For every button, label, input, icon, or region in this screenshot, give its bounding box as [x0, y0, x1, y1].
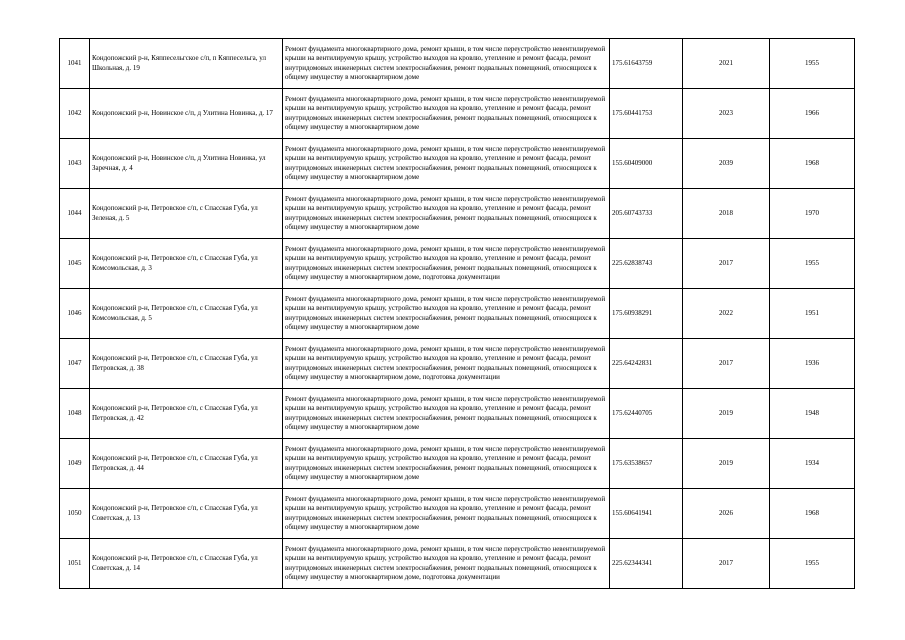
built-year-cell: 1955 [770, 539, 855, 589]
works-cell: Ремонт фундамента многоквартирного дома, ремонт крыши, в том числе переустройство невентилируемой крыши на вентилируемую крышу, устройство выходов на кровлю, утепление и ремонт фасада, ремонт внутридомовых инженерных систем электроснабжения, ремонт подвальных помещений, относящихся к общему имуществу в многоквартирном доме [283, 489, 610, 539]
planned-year-cell: 2018 [683, 189, 770, 239]
row-number: 1041 [60, 39, 90, 89]
cost-cell: 175.60441753 [610, 89, 683, 139]
table-row [60, 389, 855, 439]
built-year-cell: 1955 [770, 239, 855, 289]
table-row [60, 39, 855, 89]
row-number: 1047 [60, 339, 90, 389]
planned-year-cell: 2022 [683, 289, 770, 339]
row-number: 1043 [60, 139, 90, 189]
cost-cell: 225.62344341 [610, 539, 683, 589]
row-number: 1049 [60, 439, 90, 489]
cost-cell: 155.60641941 [610, 489, 683, 539]
cost-cell: 175.63538657 [610, 439, 683, 489]
planned-year-cell: 2017 [683, 239, 770, 289]
planned-year-cell: 2017 [683, 339, 770, 389]
works-cell: Ремонт фундамента многоквартирного дома, ремонт крыши, в том числе переустройство невентилируемой крыши на вентилируемую крышу, устройство выходов на кровлю, утепление и ремонт фасада, ремонт внутридомовых инженерных систем электроснабжения, ремонт подвальных помещений, относящихся к общему имуществу в многоквартирном доме, подготовка документации [283, 239, 610, 289]
row-number: 1045 [60, 239, 90, 289]
row-number: 1042 [60, 89, 90, 139]
address-cell: Кондопожский р-н, Новинское с/п, д Улитина Новинка, д. 17 [90, 89, 283, 139]
address-cell: Кондопожский р-н, Петровское с/п, с Спасская Губа, ул Комсомольская, д. 3 [90, 239, 283, 289]
planned-year-cell: 2019 [683, 439, 770, 489]
works-cell: Ремонт фундамента многоквартирного дома, ремонт крыши, в том числе переустройство невентилируемой крыши на вентилируемую крышу, устройство выходов на кровлю, утепление и ремонт фасада, ремонт внутридомовых инженерных систем электроснабжения, ремонт подвальных помещений, относящихся к общему имуществу в многоквартирном доме [283, 289, 610, 339]
built-year-cell: 1968 [770, 139, 855, 189]
cost-cell: 225.64242831 [610, 339, 683, 389]
address-cell: Кондопожский р-н, Петровское с/п, с Спасская Губа, ул Комсомольская, д. 5 [90, 289, 283, 339]
cost-cell: 155.60409000 [610, 139, 683, 189]
planned-year-cell: 2039 [683, 139, 770, 189]
table-row [60, 339, 855, 389]
cost-cell: 175.60938291 [610, 289, 683, 339]
table-row [60, 139, 855, 189]
row-number: 1044 [60, 189, 90, 239]
built-year-cell: 1970 [770, 189, 855, 239]
address-cell: Кондопожский р-н, Петровское с/п, с Спасская Губа, ул Зеленая, д. 5 [90, 189, 283, 239]
table-row [60, 239, 855, 289]
row-number: 1050 [60, 489, 90, 539]
works-cell: Ремонт фундамента многоквартирного дома, ремонт крыши, в том числе переустройство невентилируемой крыши на вентилируемую крышу, устройство выходов на кровлю, утепление и ремонт фасада, ремонт внутридомовых инженерных систем электроснабжения, ремонт подвальных помещений, относящихся к общему имуществу в многоквартирном доме [283, 39, 610, 89]
works-cell: Ремонт фундамента многоквартирного дома, ремонт крыши, в том числе переустройство невентилируемой крыши на вентилируемую крышу, устройство выходов на кровлю, утепление и ремонт фасада, ремонт внутридомовых инженерных систем электроснабжения, ремонт подвальных помещений, относящихся к общему имуществу в многоквартирном доме [283, 389, 610, 439]
address-cell: Кондопожский р-н, Петровское с/п, с Спасская Губа, ул Петровская, д. 38 [90, 339, 283, 389]
address-cell: Кондопожский р-н, Петровское с/п, с Спасская Губа, ул Советская, д. 13 [90, 489, 283, 539]
address-cell: Кондопожский р-н, Петровское с/п, с Спасская Губа, ул Петровская, д. 42 [90, 389, 283, 439]
works-cell: Ремонт фундамента многоквартирного дома, ремонт крыши, в том числе переустройство невентилируемой крыши на вентилируемую крышу, устройство выходов на кровлю, утепление и ремонт фасада, ремонт внутридомовых инженерных систем электроснабжения, ремонт подвальных помещений, относящихся к общему имуществу в многоквартирном доме [283, 189, 610, 239]
cost-cell: 175.62440705 [610, 389, 683, 439]
address-cell: Кондопожский р-н, Петровское с/п, с Спасская Губа, ул Советская, д. 14 [90, 539, 283, 589]
built-year-cell: 1951 [770, 289, 855, 339]
cost-cell: 205.60743733 [610, 189, 683, 239]
address-cell: Кондопожский р-н, Новинское с/п, д Улитина Новинка, ул Заречная, д. 4 [90, 139, 283, 189]
table-row [60, 439, 855, 489]
address-cell: Кондопожский р-н, Кяппесельгское с/п, п Кяппесельга, ул Школьная, д. 19 [90, 39, 283, 89]
built-year-cell: 1966 [770, 89, 855, 139]
row-number: 1051 [60, 539, 90, 589]
address-cell: Кондопожский р-н, Петровское с/п, с Спасская Губа, ул Петровская, д. 44 [90, 439, 283, 489]
table-row [60, 489, 855, 539]
works-cell: Ремонт фундамента многоквартирного дома, ремонт крыши, в том числе переустройство невентилируемой крыши на вентилируемую крышу, устройство выходов на кровлю, утепление и ремонт фасада, ремонт внутридомовых инженерных систем электроснабжения, ремонт подвальных помещений, относящихся к общему имуществу в многоквартирном доме, подготовка документации [283, 539, 610, 589]
row-number: 1046 [60, 289, 90, 339]
table-row [60, 289, 855, 339]
table-row [60, 539, 855, 589]
works-cell: Ремонт фундамента многоквартирного дома, ремонт крыши, в том числе переустройство невентилируемой крыши на вентилируемую крышу, устройство выходов на кровлю, утепление и ремонт фасада, ремонт внутридомовых инженерных систем электроснабжения, ремонт подвальных помещений, относящихся к общему имуществу в многоквартирном доме [283, 439, 610, 489]
built-year-cell: 1968 [770, 489, 855, 539]
cost-cell: 175.61643759 [610, 39, 683, 89]
built-year-cell: 1955 [770, 39, 855, 89]
row-number: 1048 [60, 389, 90, 439]
cost-cell: 225.62838743 [610, 239, 683, 289]
planned-year-cell: 2021 [683, 39, 770, 89]
planned-year-cell: 2026 [683, 489, 770, 539]
works-cell: Ремонт фундамента многоквартирного дома, ремонт крыши, в том числе переустройство невентилируемой крыши на вентилируемую крышу, устройство выходов на кровлю, утепление и ремонт фасада, ремонт внутридомовых инженерных систем электроснабжения, ремонт подвальных помещений, относящихся к общему имуществу в многоквартирном доме [283, 89, 610, 139]
table-row [60, 189, 855, 239]
planned-year-cell: 2023 [683, 89, 770, 139]
table-body [60, 39, 855, 589]
built-year-cell: 1948 [770, 389, 855, 439]
housing-repair-table [59, 38, 855, 589]
built-year-cell: 1936 [770, 339, 855, 389]
planned-year-cell: 2019 [683, 389, 770, 439]
planned-year-cell: 2017 [683, 539, 770, 589]
table-row [60, 89, 855, 139]
built-year-cell: 1934 [770, 439, 855, 489]
works-cell: Ремонт фундамента многоквартирного дома, ремонт крыши, в том числе переустройство невентилируемой крыши на вентилируемую крышу, устройство выходов на кровлю, утепление и ремонт фасада, ремонт внутридомовых инженерных систем электроснабжения, ремонт подвальных помещений, относящихся к общему имуществу в многоквартирном доме [283, 139, 610, 189]
works-cell: Ремонт фундамента многоквартирного дома, ремонт крыши, в том числе переустройство невентилируемой крыши на вентилируемую крышу, устройство выходов на кровлю, утепление и ремонт фасада, ремонт внутридомовых инженерных систем электроснабжения, ремонт подвальных помещений, относящихся к общему имуществу в многоквартирном доме, подготовка документации [283, 339, 610, 389]
